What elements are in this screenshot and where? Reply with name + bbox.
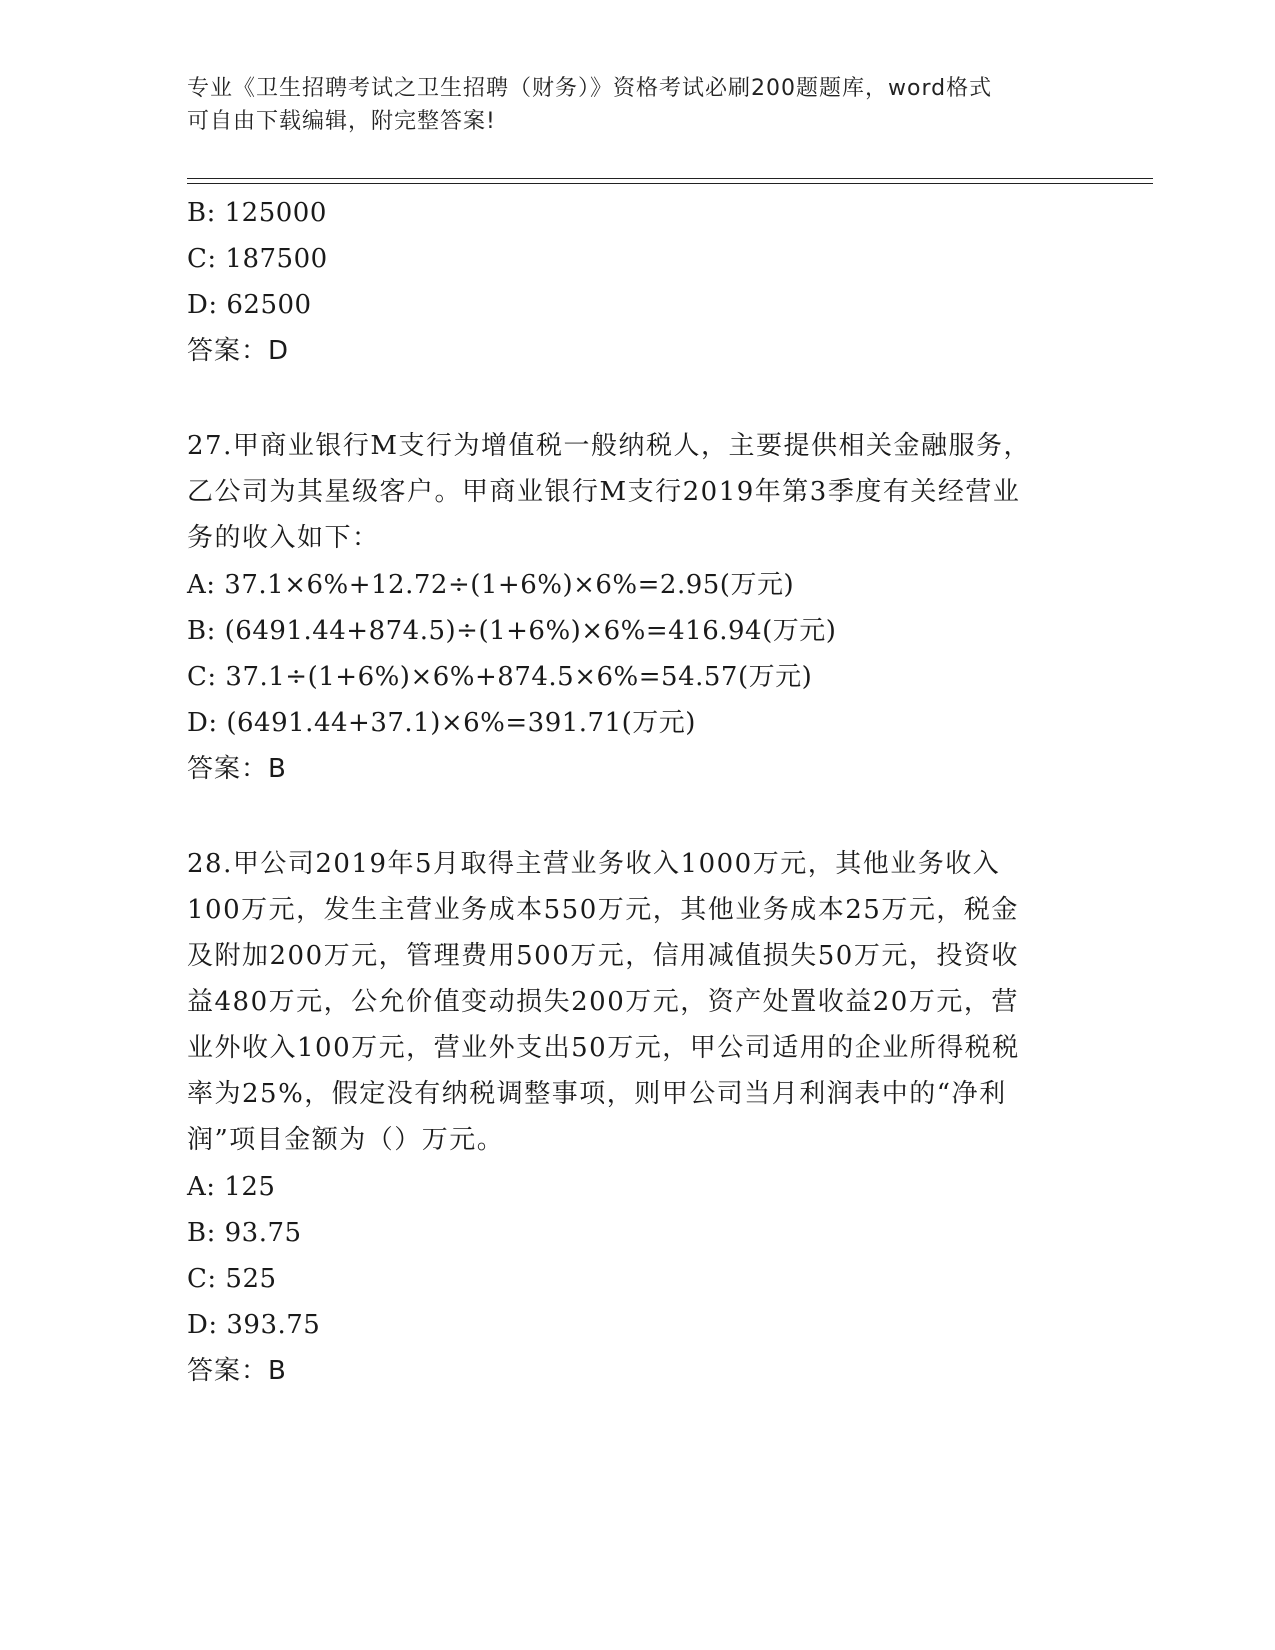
option-d: D: 393.75 bbox=[187, 1310, 321, 1340]
option-c: C: 37.1÷(1+6%)×6%+874.5×6%=54.57(万元) bbox=[187, 662, 813, 692]
document-header bbox=[187, 72, 1077, 138]
spacer bbox=[187, 792, 1077, 838]
question-text-line: 益480万元，公允价值变动损失200万元，资产处置收益20万元，营 bbox=[187, 987, 1019, 1017]
question-27-block bbox=[187, 424, 1077, 792]
answer-line: 答案：B bbox=[187, 1356, 287, 1386]
answer-line: 答案：B bbox=[187, 754, 287, 784]
option-b: B: 93.75 bbox=[187, 1218, 302, 1248]
prev-question-block bbox=[187, 190, 1077, 374]
option-b: B: (6491.44+874.5)÷(1+6%)×6%=416.94(万元) bbox=[187, 616, 837, 646]
option-c: C: 187500 bbox=[187, 244, 328, 274]
question-text-line: 乙公司为其星级客户。甲商业银行M支行2019年第3季度有关经营业 bbox=[187, 477, 1021, 507]
option-a: A: 125 bbox=[187, 1172, 276, 1202]
question-28-block bbox=[187, 842, 1077, 1394]
question-text-line: 润”项目金额为（）万元。 bbox=[187, 1125, 505, 1155]
document-body bbox=[187, 190, 1077, 1394]
header-divider-bottom bbox=[187, 183, 1153, 184]
option-d: D: (6491.44+37.1)×6%=391.71(万元) bbox=[187, 708, 696, 738]
option-b: B: 125000 bbox=[187, 198, 327, 228]
question-text-line: 27.甲商业银行M支行为增值税一般纳税人，主要提供相关金融服务， bbox=[187, 431, 1031, 461]
option-d: D: 62500 bbox=[187, 290, 312, 320]
question-text-line: 务的收入如下： bbox=[187, 523, 380, 553]
header-title-line-2: 可自由下载编辑，附完整答案! bbox=[187, 109, 496, 134]
question-text-line: 及附加200万元，管理费用500万元，信用减值损失50万元，投资收 bbox=[187, 941, 1019, 971]
option-a: A: 37.1×6%+12.72÷(1+6%)×6%=2.95(万元) bbox=[187, 570, 795, 600]
header-divider-top bbox=[187, 178, 1153, 179]
question-text-line: 100万元，发生主营业务成本550万元，其他业务成本25万元，税金 bbox=[187, 895, 1019, 925]
question-text-line: 业外收入100万元，营业外支出50万元，甲公司适用的企业所得税税 bbox=[187, 1033, 1020, 1063]
question-text-line: 28.甲公司2019年5月取得主营业务收入1000万元，其他业务收入 bbox=[187, 849, 1001, 879]
spacer bbox=[187, 374, 1077, 420]
header-title-line-1: 专业《卫生招聘考试之卫生招聘（财务）》资格考试必刷200题题库，word格式 bbox=[187, 76, 993, 101]
question-text-line: 率为25%，假定没有纳税调整事项，则甲公司当月利润表中的“净利 bbox=[187, 1079, 1007, 1109]
option-c: C: 525 bbox=[187, 1264, 277, 1294]
answer-line: 答案：D bbox=[187, 336, 290, 366]
